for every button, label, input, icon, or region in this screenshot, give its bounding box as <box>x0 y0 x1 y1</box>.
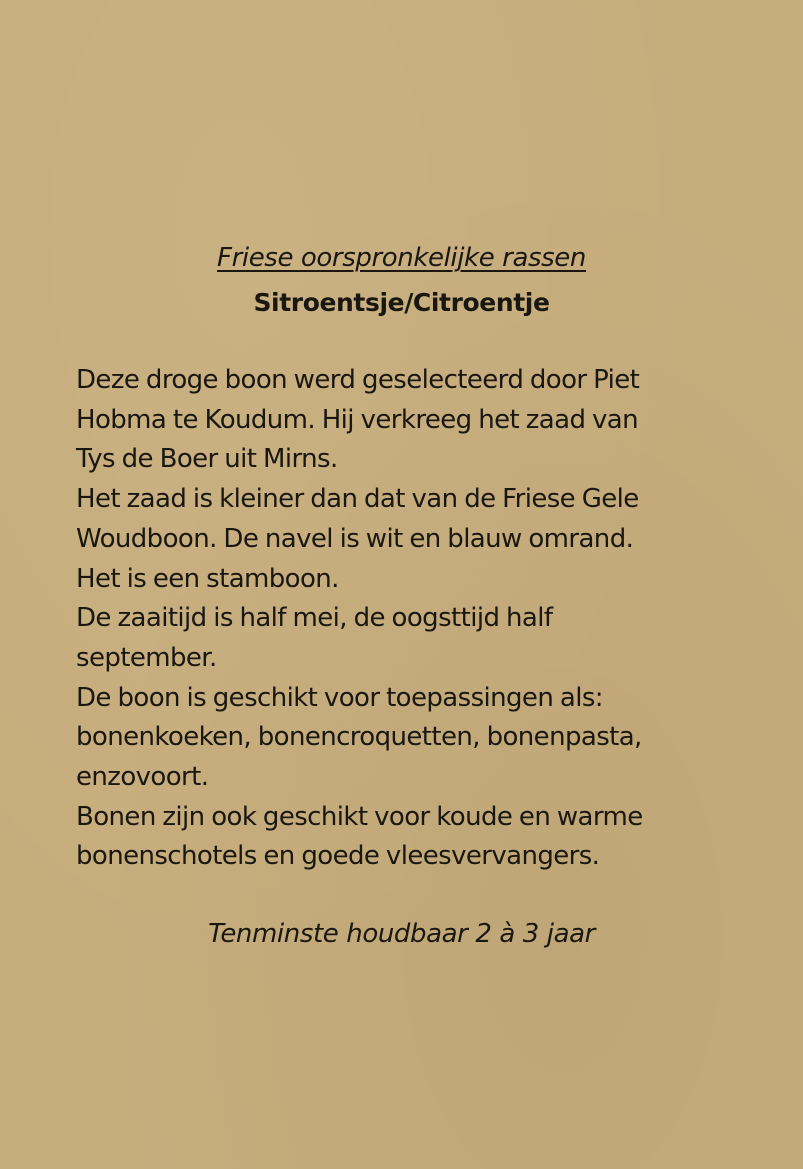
description-line: enzovoort. <box>76 762 209 793</box>
description-line: De zaaitijd is half mei, de oogsttijd half <box>76 603 553 634</box>
description-line: Tys de Boer uit Mirns. <box>76 444 338 475</box>
description-line: Deze droge boon werd geselecteerd door Piet <box>76 365 640 395</box>
variety-title: Sitroentsje/Citroentje <box>253 288 550 317</box>
description-line: september. <box>76 642 217 673</box>
description-line: De boon is geschikt voor toepassingen als: <box>76 682 603 713</box>
subtitle <box>0 240 803 276</box>
description-line: Het zaad is kleiner dan dat van de Friese Gele <box>76 484 639 515</box>
description-line: bonenschotels en goede vleesvervangers. <box>76 841 600 872</box>
description-line: Woudboon. De navel is wit en blauw omrand. <box>76 523 634 554</box>
shelf-life-note: Tenminste houdbaar 2 à 3 jaar <box>208 919 595 949</box>
description-line: bonenkoeken, bonencroquetten, bonenpasta, <box>76 722 642 753</box>
description-line: Hobma te Koudum. Hij verkreeg het zaad van <box>76 404 639 435</box>
subtitle-text: Friese oorspronkelijke rassen <box>217 243 586 273</box>
description-line: Het is een stamboon. <box>76 563 339 594</box>
description-line: Bonen zijn ook geschikt voor koude en warme <box>76 801 643 832</box>
description-text <box>76 361 776 877</box>
